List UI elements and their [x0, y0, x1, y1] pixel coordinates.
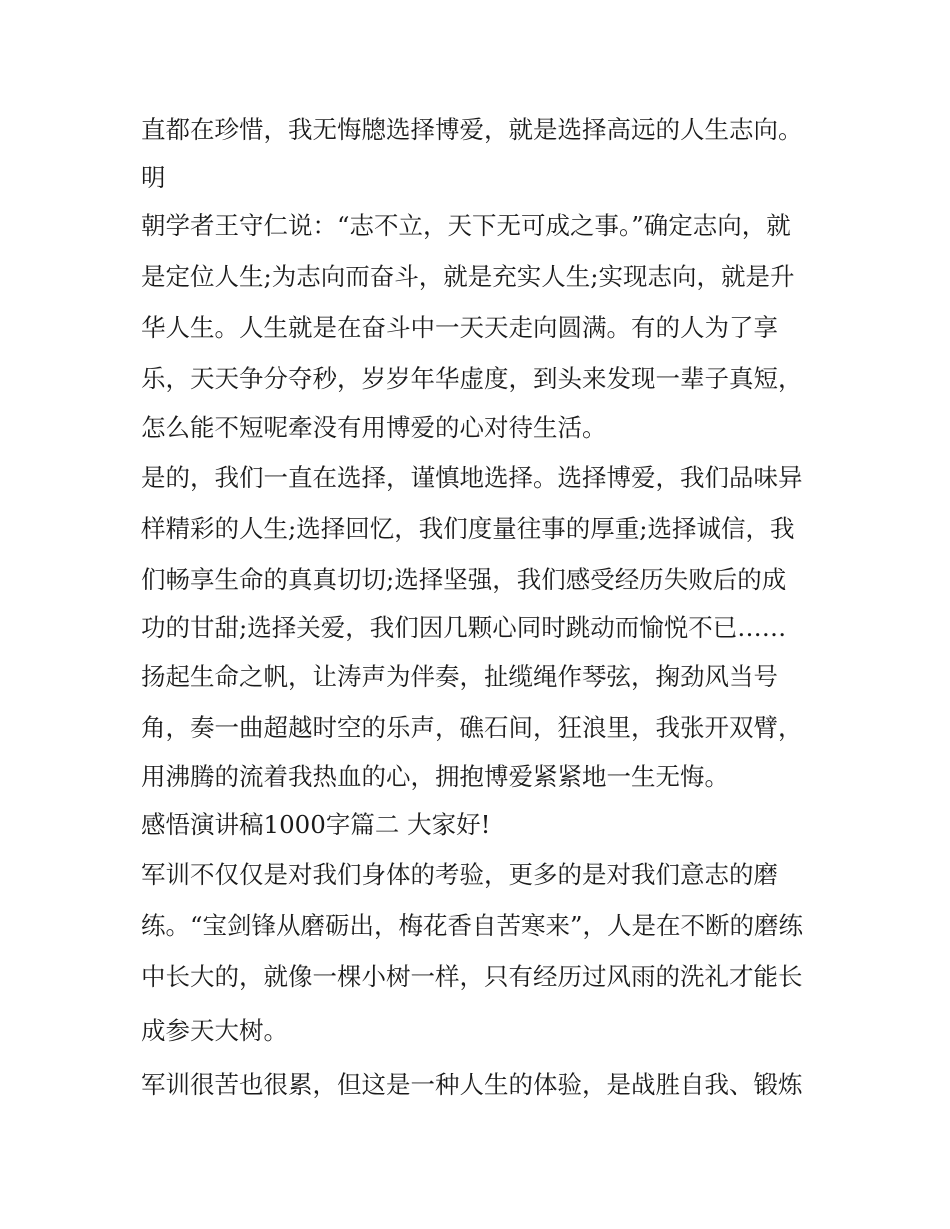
body-text: [141, 104, 821, 1110]
text-line: 乐，天天争分夺秒，岁岁年华虚度，到头来发现一辈子真短，: [141, 364, 803, 393]
text-line: 角，奏一曲超越时空的乐声，礁石间，狂浪里，我张开双臂，: [141, 713, 803, 742]
text-line: 功的甘甜;选择关爱，我们因几颗心同时跳动而愉悦不已……: [141, 613, 787, 642]
section-heading: 感悟演讲稿1000字篇二 大家好!: [141, 810, 491, 839]
text-line: 明: [141, 163, 166, 192]
text-line: 成参天大树。: [141, 1016, 288, 1045]
text-line: 扬起生命之帆，让涛声为伴奏，扯缆绳作琴弦，掬劲风当号: [141, 662, 778, 691]
text-line: 是的，我们一直在选择，谨慎地选择。选择博爱，我们品味异: [141, 463, 803, 492]
text-line: 直都在珍惜，我无悔牕选择博爱，就是选择高远的人生志向。: [141, 115, 803, 144]
text-line: 华人生。人生就是在奋斗中一天天走向圆满。有的人为了享: [141, 313, 778, 342]
text-line: 怎么能不短呢牽没有用博爱的心对待生活。: [141, 413, 607, 442]
text-line: 练。“宝剑锋从磨砺出，梅花香自苦寒来”，人是在不断的磨练: [141, 911, 804, 940]
text-line: 们畅享生命的真真切切;选择坚强，我们感受经历失败后的成: [141, 565, 787, 594]
text-line: 用沸腾的流着我热血的心，拥抱博爱紧紧地一生无悔。: [141, 762, 729, 791]
text-line: 样精彩的人生;选择回忆，我们度量往事的厚重;选择诚信，我: [141, 514, 795, 543]
text-line: 中长大的，就像一棵小树一样，只有经历过风雨的洗礼才能长: [141, 962, 803, 991]
text-line: 军训很苦也很累，但这是一种人生的体验，是战胜自我、锻炼: [141, 1070, 803, 1099]
text-line: 军训不仅仅是对我们身体的考验，更多的是对我们意志的磨: [141, 860, 778, 889]
text-line: 朝学者王守仁说：“志不立，天下无可成之事。”确定志向，就: [141, 211, 791, 240]
text-line: 是定位人生;为志向而奋斗，就是充实人生;实现志向，就是升: [141, 262, 795, 291]
